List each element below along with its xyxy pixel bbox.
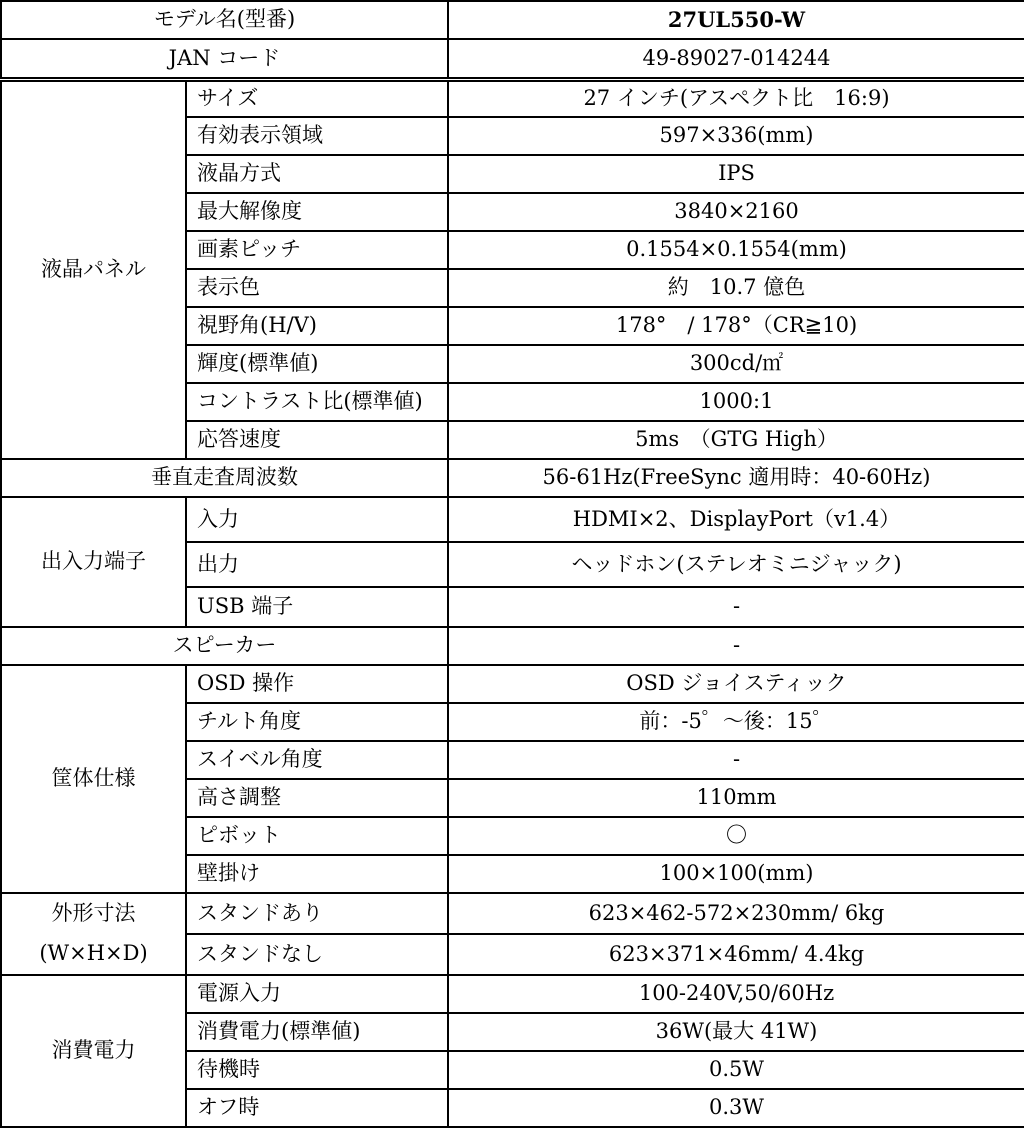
spec-value: 623×371×46mm/ 4.4kg (448, 934, 1024, 975)
spec-value: HDMI×2、DisplayPort（v1.4） (448, 497, 1024, 542)
vfreq-value: 56-61Hz(FreeSync 適用時：40-60Hz) (448, 459, 1024, 497)
spec-value: 5ms （GTG High） (448, 421, 1024, 459)
group-chassis: 筐体仕様 (1, 665, 186, 893)
group-dims (1, 893, 186, 975)
spec-label: 高さ調整 (186, 779, 448, 817)
spec-label: 表示色 (186, 269, 448, 307)
spec-value: 1000:1 (448, 383, 1024, 421)
spec-value: 〇 (448, 817, 1024, 855)
spec-value: 597×336(mm) (448, 117, 1024, 155)
spec-label: 応答速度 (186, 421, 448, 459)
spec-label: 入力 (186, 497, 448, 542)
spec-value: - (448, 741, 1024, 779)
table-row (1, 665, 1024, 703)
table-row (1, 497, 1024, 542)
spec-value: 623×462-572×230mm/ 6kg (448, 893, 1024, 934)
spec-label: 消費電力(標準値) (186, 1013, 448, 1051)
spec-value: 約 10.7 億色 (448, 269, 1024, 307)
jan-value: 49-89027-014244 (448, 39, 1024, 79)
speaker-value: - (448, 627, 1024, 665)
spec-label: 視野角(H/V) (186, 307, 448, 345)
spec-value: 0.3W (448, 1089, 1024, 1127)
spec-value: 0.1554×0.1554(mm) (448, 231, 1024, 269)
spec-value: 110mm (448, 779, 1024, 817)
table-row (1, 39, 1024, 79)
spec-value: - (448, 587, 1024, 627)
spec-label: 待機時 (186, 1051, 448, 1089)
spec-value: 100-240V,50/60Hz (448, 975, 1024, 1013)
model-value: 27UL550-W (448, 1, 1024, 39)
table-row (1, 975, 1024, 1013)
spec-value: 178° / 178°（CR≧10) (448, 307, 1024, 345)
spec-value: 前：-5゜～後：15゜ (448, 703, 1024, 741)
table-row (1, 79, 1024, 117)
spec-label: ピボット (186, 817, 448, 855)
vfreq-label: 垂直走査周波数 (1, 459, 448, 497)
spec-value: 3840×2160 (448, 193, 1024, 231)
table-row (1, 459, 1024, 497)
spec-value: 36W(最大 41W) (448, 1013, 1024, 1051)
spec-value: ヘッドホン(ステレオミニジャック) (448, 542, 1024, 587)
spec-label: スイベル角度 (186, 741, 448, 779)
group-power: 消費電力 (1, 975, 186, 1127)
spec-label: 出力 (186, 542, 448, 587)
group-dims-line2: (W×H×D) (39, 940, 148, 965)
spec-label: 輝度(標準値) (186, 345, 448, 383)
group-io: 出入力端子 (1, 497, 186, 627)
spec-label: OSD 操作 (186, 665, 448, 703)
spec-label: サイズ (186, 79, 448, 117)
spec-label: 最大解像度 (186, 193, 448, 231)
jan-label: JAN コード (1, 39, 448, 79)
speaker-label: スピーカー (1, 627, 448, 665)
spec-label: USB 端子 (186, 587, 448, 627)
spec-label: オフ時 (186, 1089, 448, 1127)
spec-label: 液晶方式 (186, 155, 448, 193)
spec-value: 0.5W (448, 1051, 1024, 1089)
table-row (1, 893, 1024, 934)
spec-value: OSD ジョイスティック (448, 665, 1024, 703)
table-row (1, 1, 1024, 39)
spec-label: 電源入力 (186, 975, 448, 1013)
spec-label: 画素ピッチ (186, 231, 448, 269)
spec-label: コントラスト比(標準値) (186, 383, 448, 421)
spec-value: 300cd/㎡ (448, 345, 1024, 383)
spec-label: 壁掛け (186, 855, 448, 893)
spec-value: IPS (448, 155, 1024, 193)
model-label: モデル名(型番) (1, 1, 448, 39)
group-panel: 液晶パネル (1, 79, 186, 459)
spec-label: 有効表示領域 (186, 117, 448, 155)
spec-label: スタンドなし (186, 934, 448, 975)
table-row (1, 627, 1024, 665)
group-dims-line1: 外形寸法 (51, 901, 136, 925)
spec-label: スタンドあり (186, 893, 448, 934)
spec-label: チルト角度 (186, 703, 448, 741)
spec-value: 27 インチ(アスペクト比 16:9) (448, 79, 1024, 117)
spec-value: 100×100(mm) (448, 855, 1024, 893)
